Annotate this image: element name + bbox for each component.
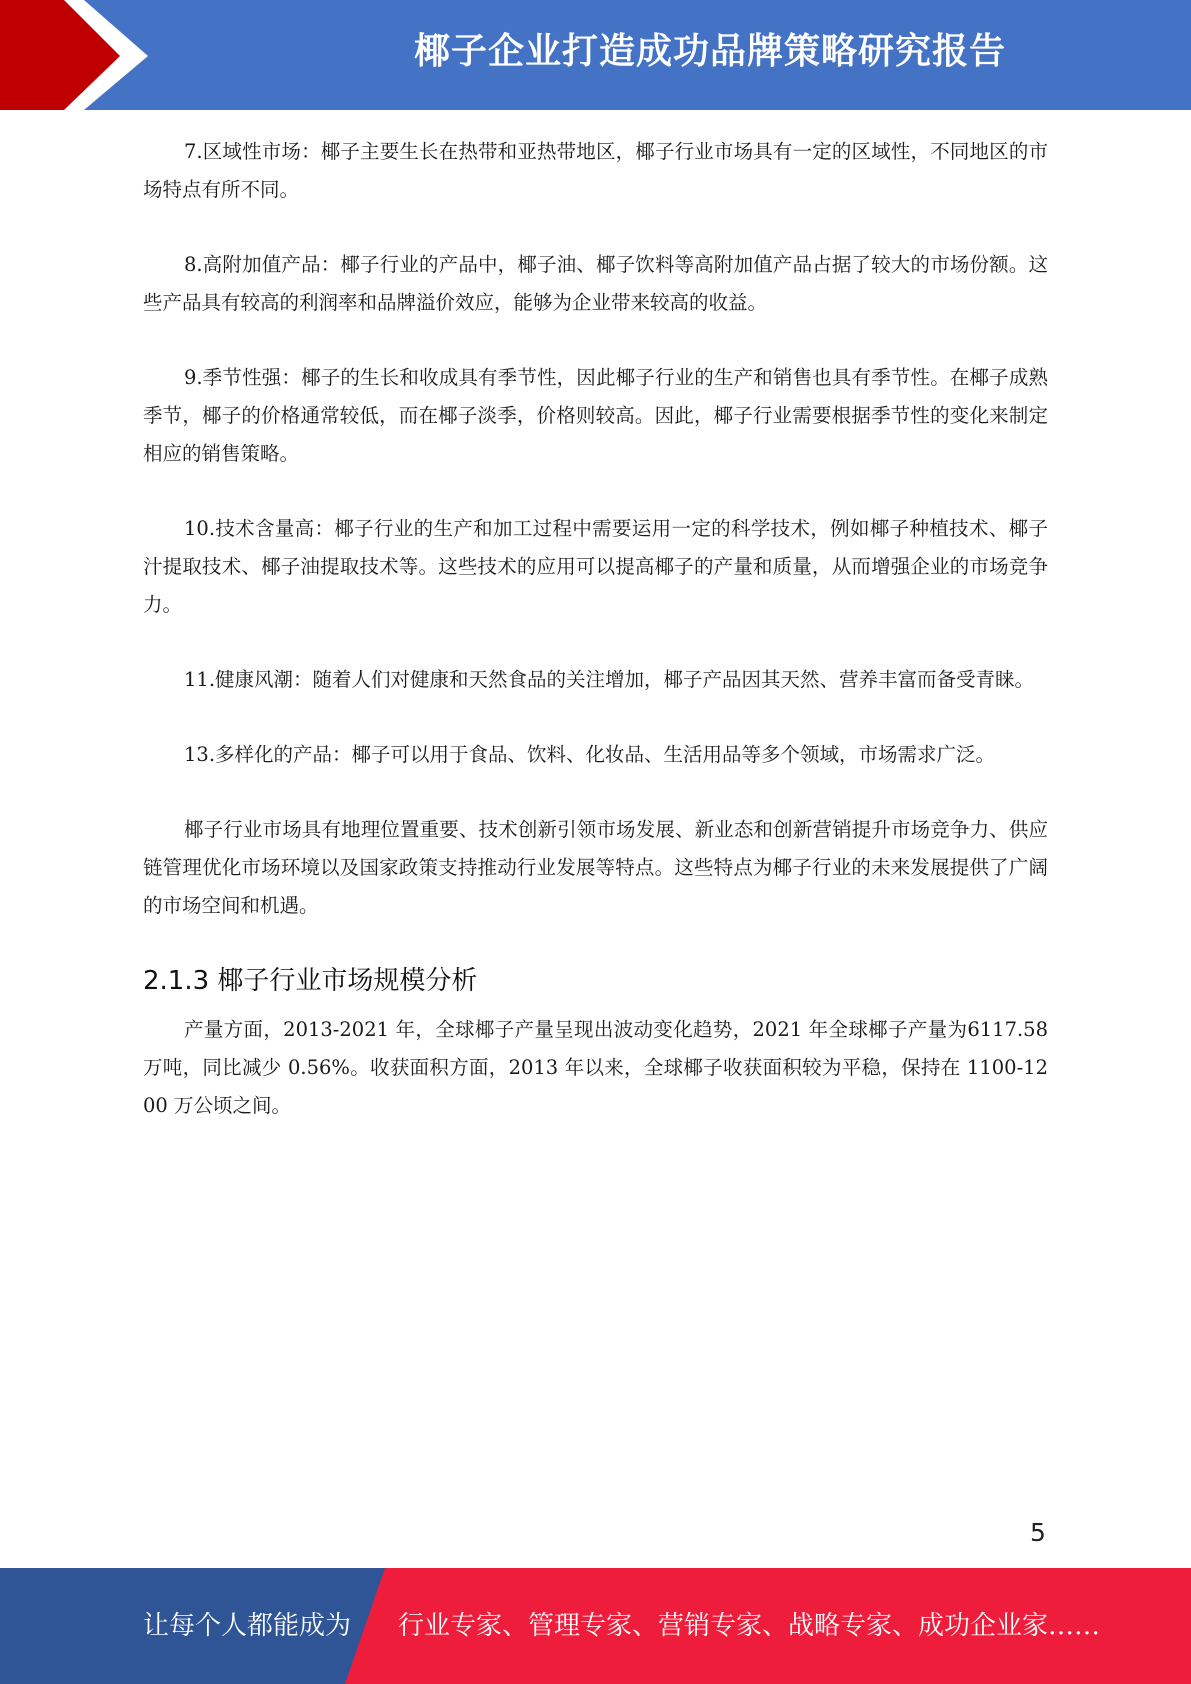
report-header [0, 0, 1191, 111]
page-number: 5 [1030, 1518, 1046, 1547]
paragraph-summary: 椰子行业市场具有地理位置重要、技术创新引领市场发展、新业态和创新营销提升市场竞争力、供应链管理优化市场环境以及国家政策支持推动行业发展等特点。这些特点为椰子行业的未来发展提供了广阔的市场空间和机遇。 [143, 818, 1048, 917]
paragraph-market-size: 产量方面，2013-2021 年，全球椰子产量呈现出波动变化趋势，2021 年全球椰子产量为6117.58 万吨，同比减少 0.56%。收获面积方面，2013 年以来，全球椰子收获面积较为平稳，保持在 1100-1200 万公顷之间。 [143, 1018, 1048, 1117]
footer-slogan-right: 行业专家、管理专家、营销专家、战略专家、成功企业家…… [398, 1611, 1101, 1641]
paragraph-health-trend: 11.健康风潮：随着人们对健康和天然食品的关注增加，椰子产品因其天然、营养丰富而备受青睐。 [184, 668, 1035, 691]
report-footer [0, 1568, 1191, 1684]
footer-slogan-left: 让每个人都能成为 [143, 1611, 352, 1641]
paragraph-diverse-products: 13.多样化的产品：椰子可以用于食品、饮料、化妆品、生活用品等多个领域，市场需求广泛。 [184, 743, 996, 766]
paragraph-regional-market: 7.区域性市场：椰子主要生长在热带和亚热带地区，椰子行业市场具有一定的区域性，不同地区的市场特点有所不同。 [143, 140, 1048, 201]
report-title: 椰子企业打造成功品牌策略研究报告 [413, 31, 1006, 72]
section-heading: 2.1.3 椰子行业市场规模分析 [143, 966, 478, 996]
paragraph-high-value-products: 8.高附加值产品：椰子行业的产品中，椰子油、椰子饮料等高附加值产品占据了较大的市场份额。这些产品具有较高的利润率和品牌溢价效应，能够为企业带来较高的收益。 [143, 253, 1048, 314]
paragraph-technology: 10.技术含量高：椰子行业的生产和加工过程中需要运用一定的科学技术，例如椰子种植技术、椰子汁提取技术、椰子油提取技术等。这些技术的应用可以提高椰子的产量和质量，从而增强企业的市场竞争力。 [143, 517, 1048, 616]
page-content [143, 133, 1048, 1125]
paragraph-seasonality: 9.季节性强：椰子的生长和收成具有季节性，因此椰子行业的生产和销售也具有季节性。在椰子成熟季节，椰子的价格通常较低，而在椰子淡季，价格则较高。因此，椰子行业需要根据季节性的变化来制定相应的销售策略。 [143, 366, 1048, 465]
